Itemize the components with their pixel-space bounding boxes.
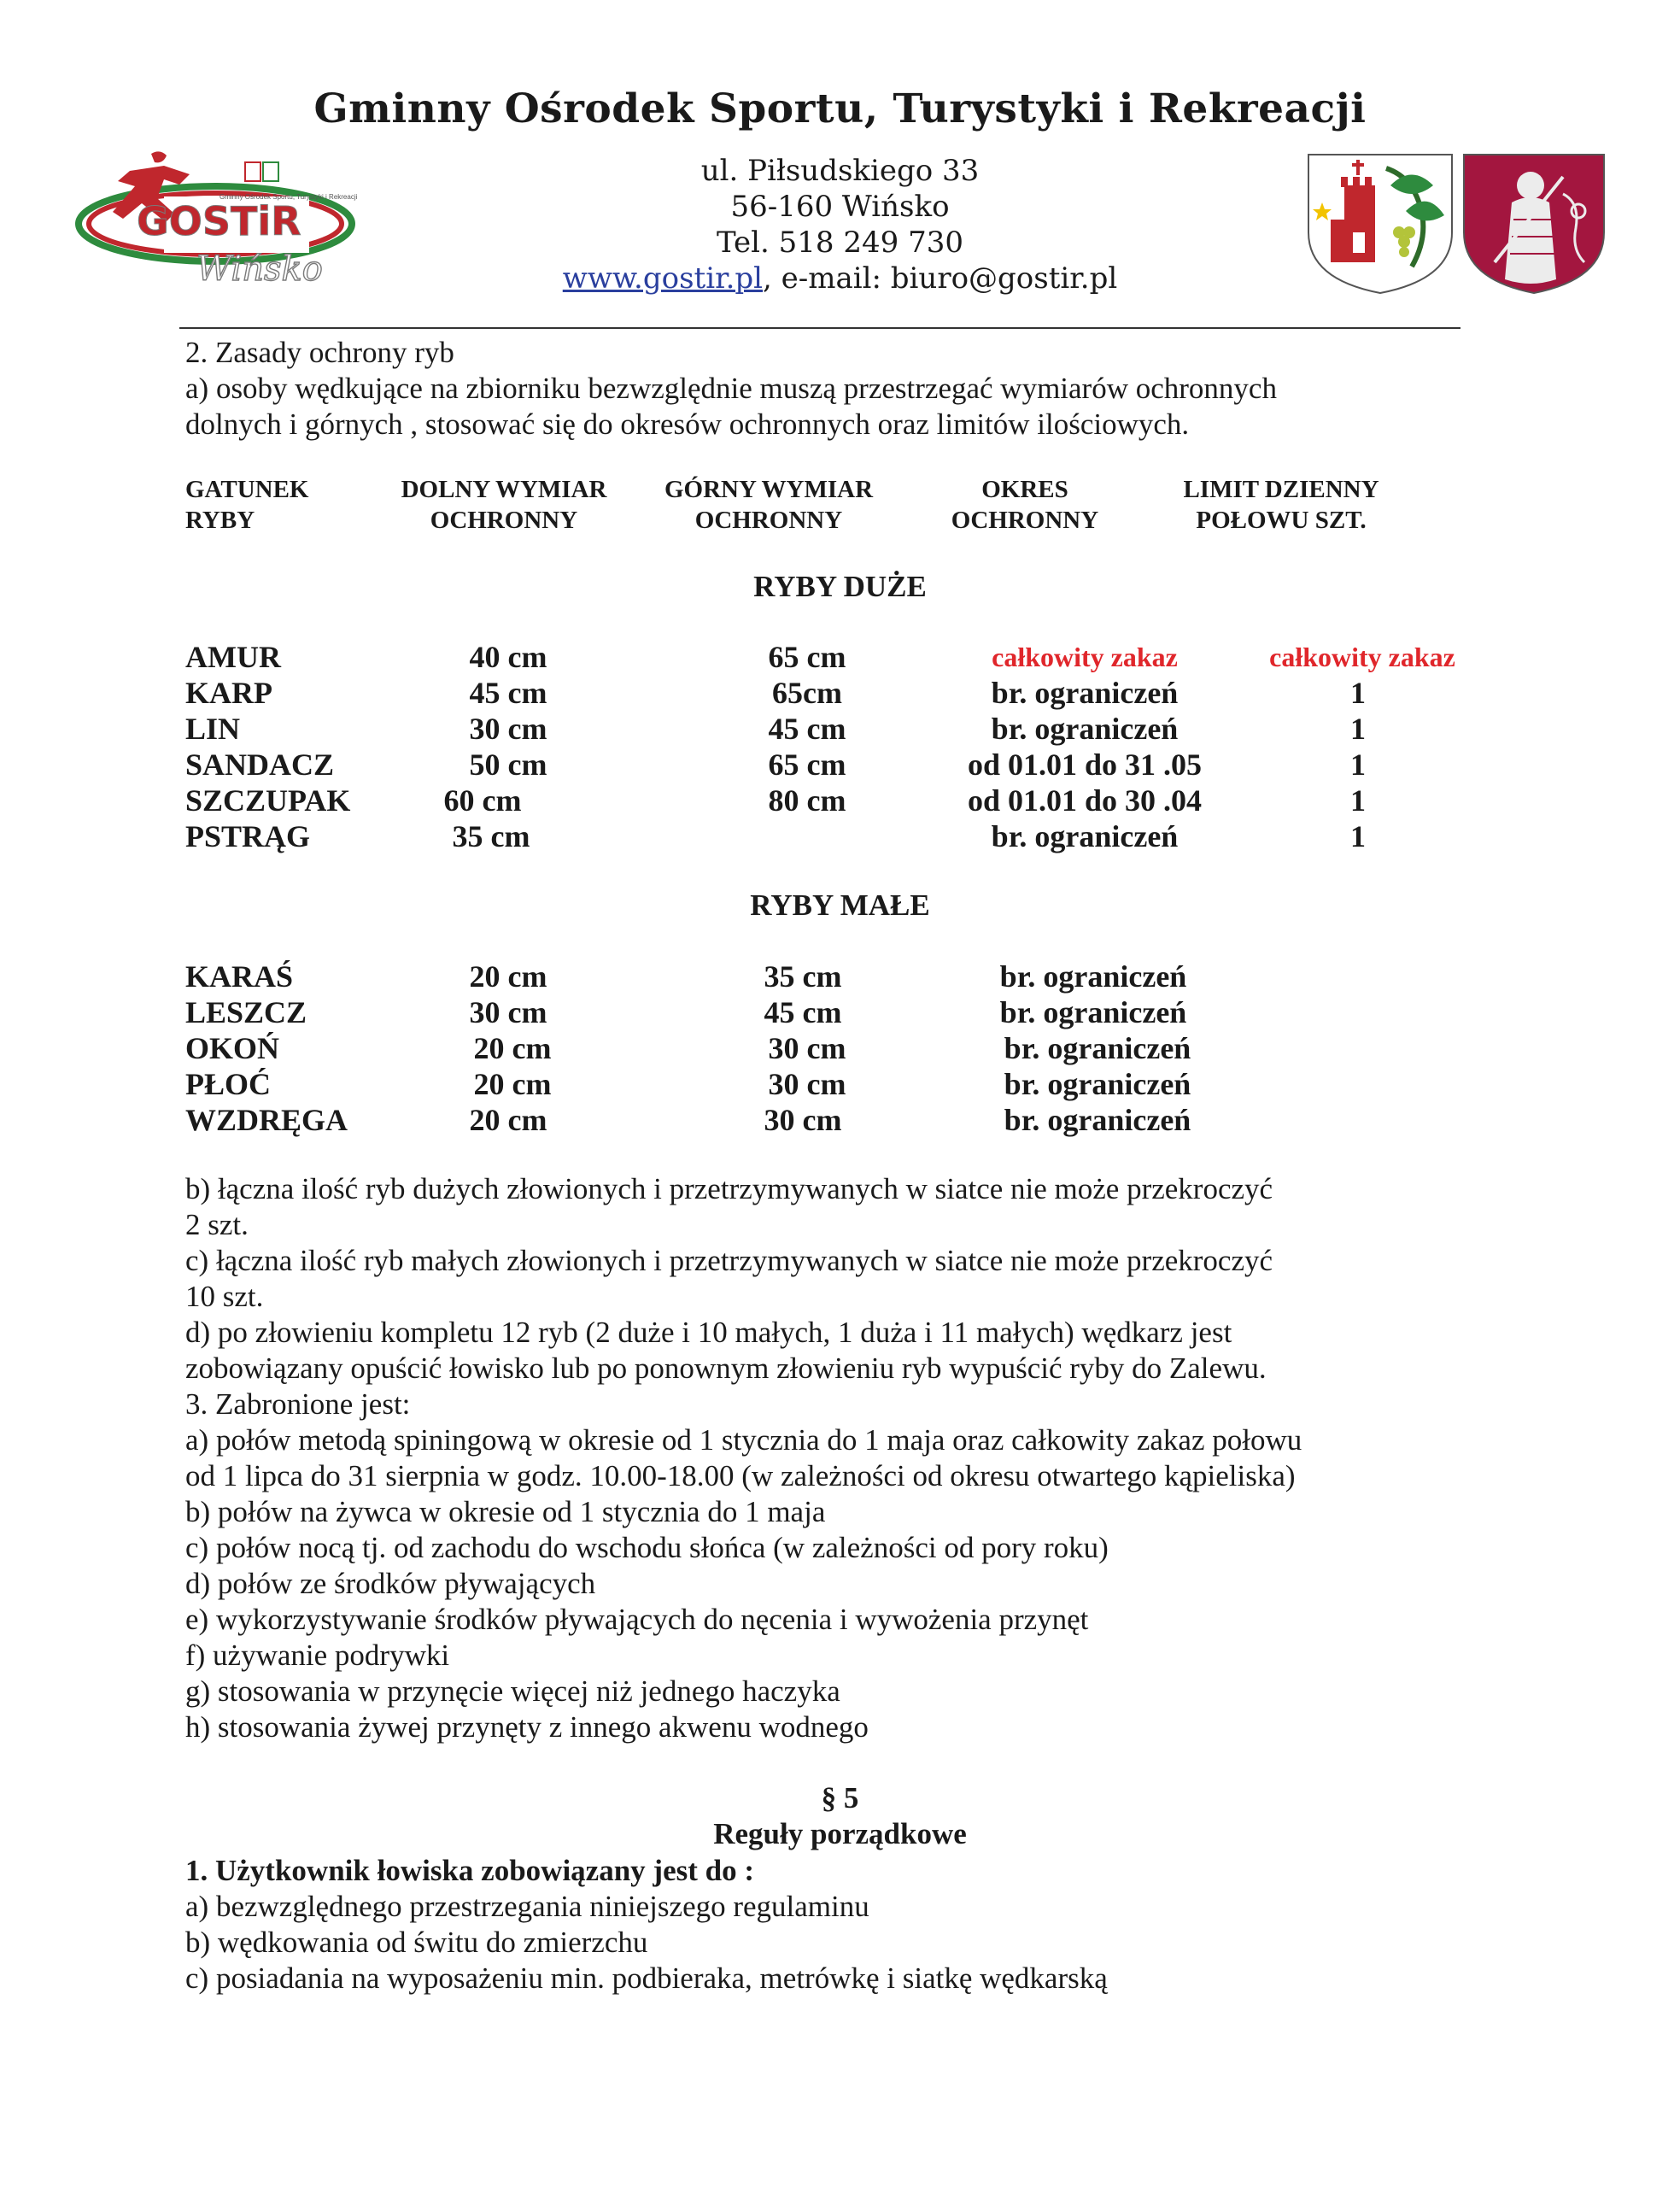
fish-min: 35 cm [452, 819, 530, 853]
fish-name: PŁOĆ [185, 1067, 272, 1101]
fish-period: br. ograniczeń [991, 712, 1179, 746]
fish-min: 30 cm [469, 995, 547, 1029]
table-header-max: GÓRNY WYMIAR OCHRONNY [664, 476, 874, 534]
fish-min: 30 cm [469, 712, 547, 746]
fish-period: br. ograniczeń [1004, 1031, 1191, 1065]
gostir-logo [70, 145, 360, 308]
fish-min: 20 cm [473, 1031, 552, 1065]
section2-intro-a: a) osoby wędkujące na zbiorniku bezwzględnie muszą przestrzegać wymiarów ochronnych [185, 372, 1277, 405]
small-fish-title: RYBY MAŁE [750, 888, 930, 922]
fish-period: br. ograniczeń [991, 676, 1179, 710]
table-header-period: OKRES OCHRONNY [951, 476, 1099, 534]
fish-period: br. ograniczeń [999, 959, 1187, 994]
fish-max: 35 cm [764, 959, 842, 994]
fish-min: 45 cm [469, 676, 547, 710]
rule-line: e) wykorzystywanie środków pływających do nęcenia i wywożenia przynęt [185, 1603, 1089, 1636]
fish-period: od 01.01 do 31 .05 [967, 748, 1203, 782]
section5-item1-text: . Użytkownik łowiska zobowiązany jest do : [200, 1854, 755, 1887]
table-row [0, 818, 1680, 854]
section2-heading: 2. Zasady ochrony ryb [185, 336, 454, 369]
fish-name: KARAŚ [185, 959, 294, 994]
table-row [0, 994, 1680, 1030]
fish-limit: 1 [1350, 676, 1366, 710]
fish-name: LESZCZ [185, 995, 307, 1029]
section2-intro-a2: dolnych i górnych , stosować się do okresów ochronnych oraz limitów ilościowych. [185, 407, 1190, 441]
fish-period: br. ograniczeń [991, 819, 1179, 853]
fish-name: LIN [185, 712, 241, 746]
rule-line: b) łączna ilość ryb dużych złowionych i przetrzymywanych w siatce nie może przekroczyć [185, 1172, 1273, 1205]
fish-max: 30 cm [768, 1067, 846, 1101]
fish-min: 40 cm [469, 640, 547, 674]
fish-min: 20 cm [469, 1103, 547, 1137]
section5-item1-number: 1 [185, 1854, 201, 1887]
logo-city: Wińsko [196, 249, 323, 289]
fish-max: 65 cm [768, 748, 846, 782]
address-postal: 56-160 Wińsko [730, 190, 950, 224]
fish-period: całkowity zakaz [992, 642, 1178, 672]
section5-number: § 5 [821, 1781, 859, 1815]
fish-max: 45 cm [768, 712, 846, 746]
fish-max: 80 cm [768, 783, 846, 818]
fish-limit: 1 [1350, 783, 1366, 818]
fish-min: 20 cm [473, 1067, 552, 1101]
org-title: Gminny Ośrodek Sportu, Turystyki i Rekreacji [313, 85, 1367, 132]
table-row [0, 783, 1680, 818]
rule-line: d) po złowieniu kompletu 12 ryb (2 duże i 10 małych, 1 duża i 11 małych) wędkarz jest [185, 1316, 1232, 1349]
table-row [0, 675, 1680, 711]
fish-period: br. ograniczeń [1004, 1103, 1191, 1137]
fish-period: br. ograniczeń [999, 995, 1187, 1029]
email-text: , e-mail: biuro@gostir.pl [763, 261, 1118, 296]
table-row [0, 1030, 1680, 1066]
crest-tower-grapes-icon [1305, 151, 1455, 295]
fish-name: KARP [185, 676, 272, 710]
rule-line: zobowiązany opuścić łowisko lub po ponownym złowieniu ryb wypuścić ryby do Zalewu. [185, 1351, 1267, 1385]
fish-name: PSTRĄG [185, 819, 311, 853]
fish-limit: całkowity zakaz [1269, 642, 1455, 672]
rule-line: a) połów metodą spiningową w okresie od 1 stycznia do 1 maja oraz całkowity zakaz połowu [185, 1423, 1302, 1457]
fish-max: 30 cm [764, 1103, 842, 1137]
rule-line: od 1 lipca do 31 sierpnia w godz. 10.00-18.00 (w zależności od okresu otwartego kąpieliska) [185, 1459, 1296, 1492]
rule-line: f) używanie podrywki [185, 1639, 450, 1672]
table-row [0, 1102, 1680, 1138]
fish-min: 50 cm [469, 748, 547, 782]
fish-name: SANDACZ [185, 748, 335, 782]
fish-max: 30 cm [768, 1031, 846, 1065]
fish-period: od 01.01 do 30 .04 [967, 783, 1203, 818]
rule-line: 2 szt. [185, 1208, 249, 1241]
rule-line: c) łączna ilość ryb małych złowionych i przetrzymywanych w siatce nie może przekroczyć [185, 1244, 1273, 1277]
table-header-species: GATUNEK RYBY [185, 476, 309, 534]
fish-limit: 1 [1350, 712, 1366, 746]
fish-max: 65cm [772, 676, 842, 710]
section5-title: Reguły porządkowe [713, 1817, 967, 1850]
address-phone: Tel. 518 249 730 [717, 226, 963, 260]
fish-min: 60 cm [443, 783, 522, 818]
rule-line: 3. Zabronione jest: [185, 1387, 411, 1421]
fish-min: 20 cm [469, 959, 547, 994]
table-header-min: DOLNY WYMIAR OCHRONNY [401, 476, 607, 534]
fish-name: AMUR [185, 640, 281, 674]
table-header-limit: LIMIT DZIENNY POŁOWU SZT. [1183, 476, 1379, 534]
table-row [0, 639, 1680, 675]
table-row [0, 959, 1680, 994]
fish-name: SZCZUPAK [185, 783, 351, 818]
rule-line: b) połów na żywca w okresie od 1 stycznia do 1 maja [185, 1495, 826, 1528]
header-divider [179, 327, 1460, 329]
fish-period: br. ograniczeń [1004, 1067, 1191, 1101]
fish-name: WZDRĘGA [185, 1103, 348, 1137]
logo-name: GOSTiR [137, 198, 301, 244]
rule-line: h) stosowania żywej przynęty z innego akwenu wodnego [185, 1710, 869, 1744]
fish-max: 65 cm [768, 640, 846, 674]
table-row [0, 711, 1680, 747]
fish-name: OKOŃ [185, 1031, 280, 1065]
website-link[interactable]: www.gostir.pl [562, 261, 764, 296]
large-fish-title: RYBY DUŻE [753, 570, 927, 603]
fish-limit: 1 [1350, 748, 1366, 782]
address-street: ul. Piłsudskiego 33 [700, 154, 980, 188]
logo-tagline: Gminny Ośrodek Sportu, Turystyki i Rekreacji [220, 193, 358, 201]
fish-limit: 1 [1350, 819, 1366, 853]
fish-max: 45 cm [764, 995, 842, 1029]
crest-maroon-figure-icon [1460, 151, 1607, 295]
rule-line: 10 szt. [185, 1280, 264, 1313]
section5-line: b) wędkowania od świtu do zmierzchu [185, 1926, 648, 1959]
section5-line: a) bezwzględnego przestrzegania niniejszego regulaminu [185, 1890, 869, 1923]
section5-item1 [185, 1853, 754, 1889]
table-row [0, 1066, 1680, 1102]
rule-line: g) stosowania w przynęcie więcej niż jednego haczyka [185, 1674, 840, 1708]
rule-line: c) połów nocą tj. od zachodu do wschodu słońca (w zależności od pory roku) [185, 1531, 1109, 1564]
table-row [0, 747, 1680, 783]
section5-line: c) posiadania na wyposażeniu min. podbieraka, metrówkę i siatkę wędkarską [185, 1961, 1108, 1995]
rule-line: d) połów ze środków pływających [185, 1567, 596, 1600]
